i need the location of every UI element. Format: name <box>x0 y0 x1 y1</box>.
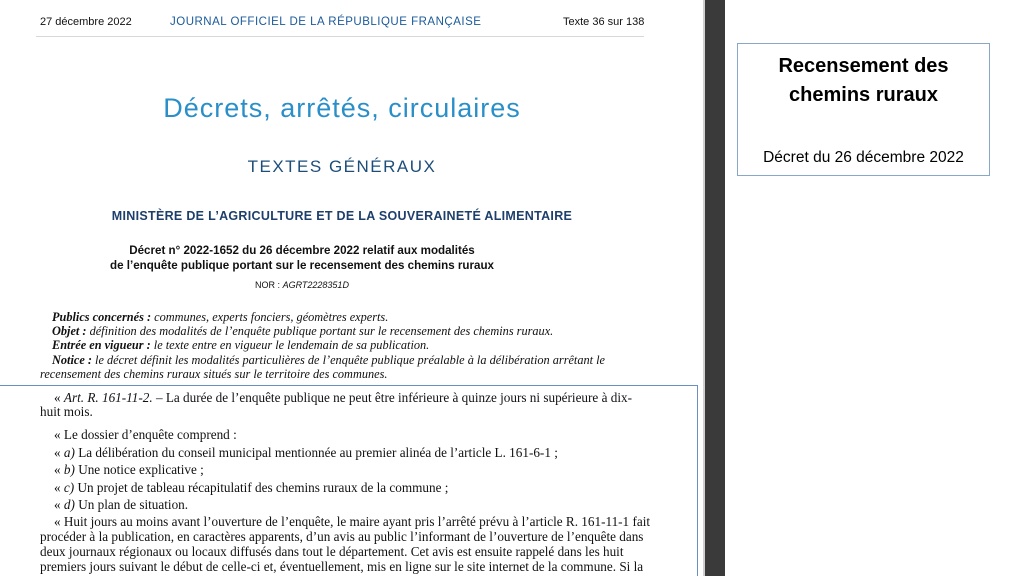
notice-entree-label: Entrée en vigueur : <box>52 338 151 352</box>
notice-main-label: Notice : <box>52 353 92 367</box>
item-c-label: c) <box>63 480 75 495</box>
excerpt-item-d: « d) Un plan de situation. <box>54 497 189 512</box>
item-d-label: d) <box>63 497 75 512</box>
notice-publics-label: Publics concernés : <box>52 310 152 324</box>
excerpt-item-a: « a) La délibération du conseil municipal mentionnée au premier alinéa de l’article L. 161-6-1 ; <box>54 445 558 460</box>
viewer-gutter <box>705 0 725 576</box>
excerpt-article-continued: huit mois. <box>40 404 93 419</box>
decree-title-line-1: Décret n° 2022-1652 du 26 décembre 2022 relatif aux modalités <box>129 244 475 257</box>
header-date: 27 décembre 2022 <box>40 16 132 28</box>
main-title: Décrets, arrêtés, circulaires <box>163 93 521 123</box>
decree-title-line-2: de l’enquête publique portant sur le recensement des chemins ruraux <box>110 259 494 272</box>
excerpt-item-b: « b) Une notice explicative ; <box>54 462 204 477</box>
excerpt-article <box>54 390 632 406</box>
notice-entree-text: le texte entre en vigueur le lendemain de sa publication. <box>150 338 430 352</box>
nor-code: AGRT2228351D <box>282 280 349 290</box>
excerpt-paragraph-line-1: « Huit jours au moins avant l’ouverture de l’enquête, le maire ayant pris l’arrêté prévu à l’article R. 161-11-1 fait <box>54 514 651 529</box>
excerpt-article-text: – La durée de l’enquête publique ne peut être inférieure à quinze jours ni supérieure à dix- <box>152 390 632 405</box>
section-title: TEXTES GÉNÉRAUX <box>247 157 437 176</box>
notice-publics-text: communes, experts fonciers, géomètres experts. <box>151 310 389 324</box>
excerpt-dossier-heading: « Le dossier d’enquête comprend : <box>54 427 237 442</box>
notice-entree <box>52 338 429 353</box>
header-page-count: Texte 36 sur 138 <box>563 16 645 28</box>
nor-label: NOR : <box>255 280 283 290</box>
notice-publics <box>52 310 388 325</box>
summary-title: Recensement des chemins ruraux <box>778 55 949 106</box>
excerpt-item-c: « c) Un projet de tableau récapitulatif des chemins ruraux de la commune ; <box>54 480 449 495</box>
item-d-text: Un plan de situation. <box>74 497 189 512</box>
item-b-text: Une notice explicative ; <box>74 462 204 477</box>
notice-objet <box>52 324 553 339</box>
notice-objet-text: définition des modalités de l’enquête publique portant sur le recensement des chemins ruraux. <box>86 324 554 338</box>
item-b-label: b) <box>63 462 75 477</box>
ministry-name: MINISTÈRE DE L’AGRICULTURE ET DE LA SOUVERAINETÉ ALIMENTAIRE <box>111 209 573 223</box>
notice-main-text-2: recensement des chemins ruraux situés sur le territoire des communes. <box>40 367 388 381</box>
excerpt-paragraph-line-2: procéder à la publication, en caractères apparents, d’un avis au public l’informant de l’ouverture de l’enquête dans <box>40 529 644 544</box>
item-a-label: a) <box>63 445 75 460</box>
nor-reference <box>0 280 604 290</box>
summary-subtitle: Décret du 26 décembre 2022 <box>763 149 964 166</box>
excerpt-box <box>0 385 698 576</box>
notice-main <box>52 353 605 368</box>
header-journal-name: JOURNAL OFFICIEL DE LA RÉPUBLIQUE FRANÇAISE <box>170 16 482 28</box>
notice-objet-label: Objet : <box>52 324 87 338</box>
excerpt-paragraph-line-4: premiers jours suivant le début de celle-ci et, éventuellement, mis en ligne sur le site internet de la commune. Si la <box>40 559 644 574</box>
excerpt-article-label: Art. R. 161-11-2. <box>63 390 153 405</box>
header-divider <box>36 36 644 37</box>
summary-box <box>737 43 990 176</box>
item-a-text: La délibération du conseil municipal mentionnée au premier alinéa de l’article L. 161-6-1 ; <box>74 445 558 460</box>
notice-main-text-1: le décret définit les modalités particulières de l’enquête publique préalable à la délibération arrêtant le <box>91 353 606 367</box>
excerpt-article-prefix: « <box>54 390 64 405</box>
item-c-text: Un projet de tableau récapitulatif des chemins ruraux de la commune ; <box>74 480 449 495</box>
excerpt-paragraph-line-3: deux journaux régionaux ou locaux diffusés dans tout le département. Cet avis est ensuite rappelé dans les huit <box>40 544 624 559</box>
